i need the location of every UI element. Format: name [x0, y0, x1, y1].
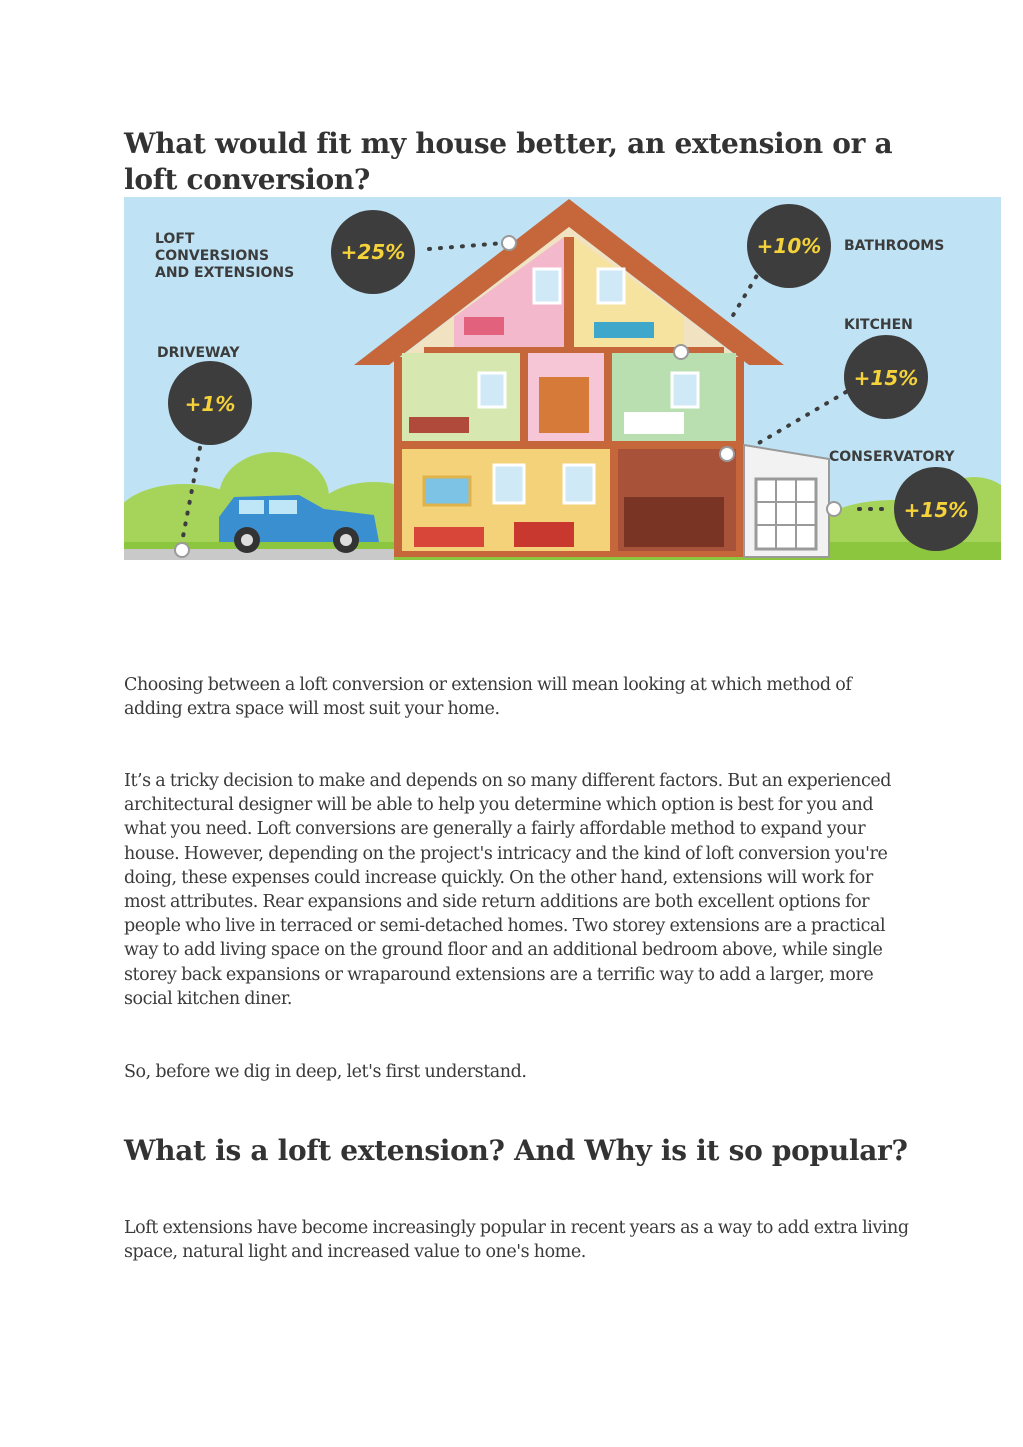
label-loft-line3: AND EXTENSIONS: [155, 265, 295, 281]
paragraph-details: It’s a tricky decision to make and depends on so many different factors. But an experienced architectural designer will be able to help you determine which option is best for you and what you need. Loft conversions are generally a fairly affordable method to expand your house. However, depending on the project's intricacy and the kind of loft conversion you're doing, these expenses could increase quickly. On the other hand, extensions will work for most attributes. Rear expansions and side return additions are both excellent options for people who live in terraced or semi-detached homes. Two storey extensions are a practical way to add living space on the ground floor and an additional bedroom above, while single storey back expansions or wraparound extensions are a terrific way to add a larger, more social kitchen diner.: [124, 771, 892, 1009]
badge-driveway: [168, 361, 252, 445]
badge-kitchen: [844, 335, 928, 419]
paragraph-intro: Choosing between a loft conversion or extension will mean looking at which method of adding extra space will most suit your home.: [124, 675, 852, 720]
badge-loft-value: +25%: [340, 240, 406, 264]
section-heading-loft-extension: What is a loft extension? And Why is it so popular?: [124, 1134, 908, 1167]
house-value-infographic: [124, 197, 1001, 560]
label-driveway: DRIVEWAY: [157, 345, 240, 361]
badge-conservatory: [894, 467, 978, 551]
paragraph-transition: So, before we dig in deep, let's first understand.: [124, 1062, 527, 1082]
page-title: What would fit my house better, an extension or a loft conversion?: [124, 127, 893, 196]
label-loft-line2: CONVERSIONS: [155, 248, 270, 264]
badge-bathrooms: [747, 204, 831, 288]
driveway-road: [124, 549, 394, 560]
label-conservatory: CONSERVATORY: [829, 449, 955, 465]
badge-loft: [331, 210, 415, 294]
badge-kitchen-value: +15%: [853, 366, 919, 390]
paragraph-loft-extension: Loft extensions have become increasingly popular in recent years as a way to add extra living space, natural light and increased value to one's home.: [124, 1218, 909, 1263]
badge-driveway-value: +1%: [184, 392, 236, 416]
label-bathrooms: BATHROOMS: [844, 238, 945, 254]
badge-bathrooms-value: +10%: [756, 234, 822, 258]
badge-conservatory-value: +15%: [903, 498, 969, 522]
label-kitchen: KITCHEN: [844, 317, 913, 333]
label-loft-line1: LOFT: [155, 231, 195, 247]
